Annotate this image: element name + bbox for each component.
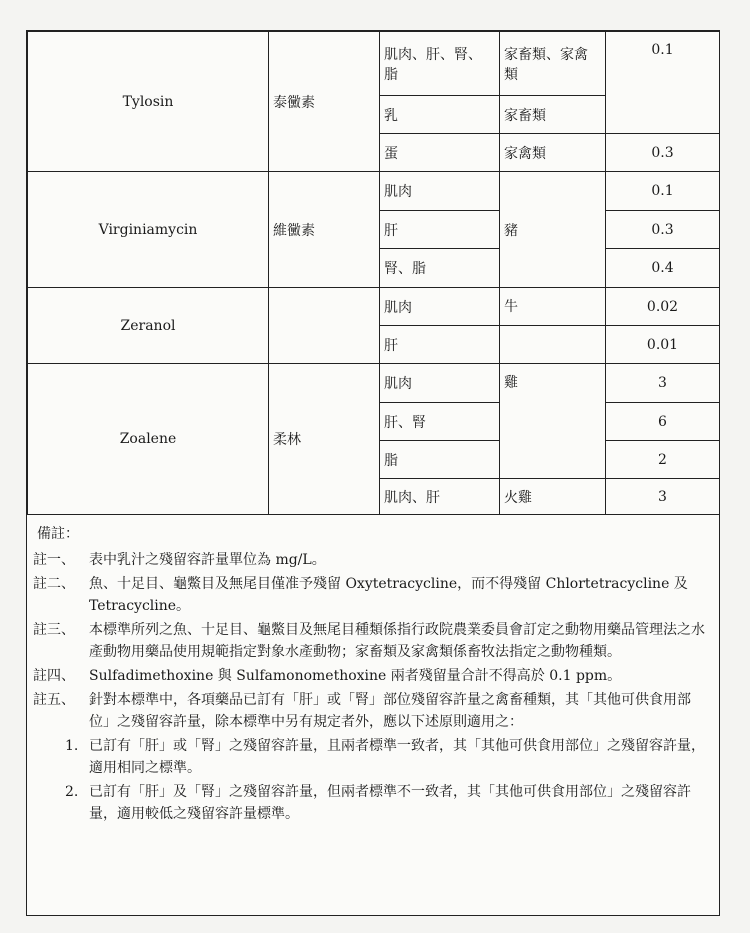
item-1-number: 1.	[65, 738, 79, 754]
note-5-tag: 註五、	[33, 692, 75, 708]
note-3-tag: 註三、	[33, 622, 75, 638]
document-sheet	[26, 30, 720, 916]
mrl-cell: 0.1	[606, 32, 720, 134]
note-3-text: 本標準所列之魚、十足目、龜鱉目及無尾目種類係指行政院農業委員會訂定之動物用藥品管理法之水產動物用藥品使用規範指定對象水產動物；家畜類及家禽類係畜牧法指定之動物種類。	[89, 622, 705, 660]
species-cell: 家畜類	[500, 96, 606, 134]
note-4-text: Sulfadimethoxine 與 Sulfamonomethoxine 兩者殘留量合計不得高於 0.1 ppm。	[89, 668, 622, 684]
species-cell: 火雞	[500, 479, 606, 515]
tissue-cell: 肌肉、肝	[380, 479, 500, 515]
tissue-cell: 脂	[380, 441, 500, 479]
tissue-cell: 肝、腎	[380, 403, 500, 441]
mrl-cell: 3	[606, 364, 720, 403]
species-cell: 雞	[500, 364, 606, 479]
tissue-cell: 腎、脂	[380, 249, 500, 288]
mrl-cell: 0.02	[606, 288, 720, 326]
residue-limit-table	[27, 31, 720, 515]
drug-name-zh: 泰黴素	[269, 32, 380, 172]
tissue-cell: 肝	[380, 211, 500, 249]
species-cell: 豬	[500, 172, 606, 288]
item-1-text: 已訂有「肝」或「腎」之殘留容許量，且兩者標準一致者，其「其他可供食用部位」之殘留容許量，適用相同之標準。	[89, 738, 705, 776]
mrl-cell: 3	[606, 479, 720, 515]
mrl-cell: 0.01	[606, 326, 720, 364]
tissue-cell: 肌肉、肝、腎、脂	[380, 32, 500, 96]
tissue-cell: 肌肉	[380, 288, 500, 326]
note-2-text: 魚、十足目、龜鱉目及無尾目僅准予殘留 Oxytetracycline，而不得殘留 Chlortetracycline 及 Tetracycline。	[89, 576, 688, 614]
mrl-cell: 6	[606, 403, 720, 441]
note-5-item-2	[33, 781, 711, 825]
drug-name-en: Zoalene	[28, 364, 269, 515]
note-5	[33, 689, 711, 733]
drug-name-zh: 柔林	[269, 364, 380, 515]
note-5-item-1	[33, 735, 711, 779]
note-4	[33, 665, 711, 687]
table-row	[28, 364, 720, 403]
species-cell	[500, 326, 606, 364]
note-1-text: 表中乳汁之殘留容許量單位為 mg/L。	[89, 552, 326, 568]
table-row	[28, 32, 720, 96]
tissue-cell: 肌肉	[380, 172, 500, 211]
mrl-cell: 0.3	[606, 211, 720, 249]
species-cell: 家畜類、家禽類	[500, 32, 606, 96]
tissue-cell: 肝	[380, 326, 500, 364]
note-3	[33, 619, 711, 663]
species-cell: 牛	[500, 288, 606, 326]
mrl-cell: 2	[606, 441, 720, 479]
note-1	[33, 549, 711, 571]
mrl-cell: 0.3	[606, 134, 720, 172]
drug-name-zh	[269, 288, 380, 364]
item-2-number: 2.	[65, 784, 79, 800]
drug-name-en: Tylosin	[28, 32, 269, 172]
drug-name-zh: 維黴素	[269, 172, 380, 288]
notes-section	[33, 523, 711, 827]
mrl-cell: 0.1	[606, 172, 720, 211]
drug-name-en: Virginiamycin	[28, 172, 269, 288]
note-1-tag: 註一、	[33, 552, 75, 568]
species-cell: 家禽類	[500, 134, 606, 172]
mrl-cell: 0.4	[606, 249, 720, 288]
note-5-text: 針對本標準中，各項藥品已訂有「肝」或「腎」部位殘留容許量之禽畜種類，其「其他可供食用部位」之殘留容許量，除本標準中另有規定者外，應以下述原則適用之：	[89, 692, 691, 730]
table-row	[28, 288, 720, 326]
tissue-cell: 蛋	[380, 134, 500, 172]
drug-name-en: Zeranol	[28, 288, 269, 364]
note-2-tag: 註二、	[33, 576, 75, 592]
notes-title: 備註：	[37, 526, 79, 542]
note-2	[33, 573, 711, 617]
tissue-cell: 乳	[380, 96, 500, 134]
note-4-tag: 註四、	[33, 668, 75, 684]
tissue-cell: 肌肉	[380, 364, 500, 403]
item-2-text: 已訂有「肝」及「腎」之殘留容許量，但兩者標準不一致者，其「其他可供食用部位」之殘留容許量，適用較低之殘留容許量標準。	[89, 784, 691, 822]
table-row	[28, 172, 720, 211]
